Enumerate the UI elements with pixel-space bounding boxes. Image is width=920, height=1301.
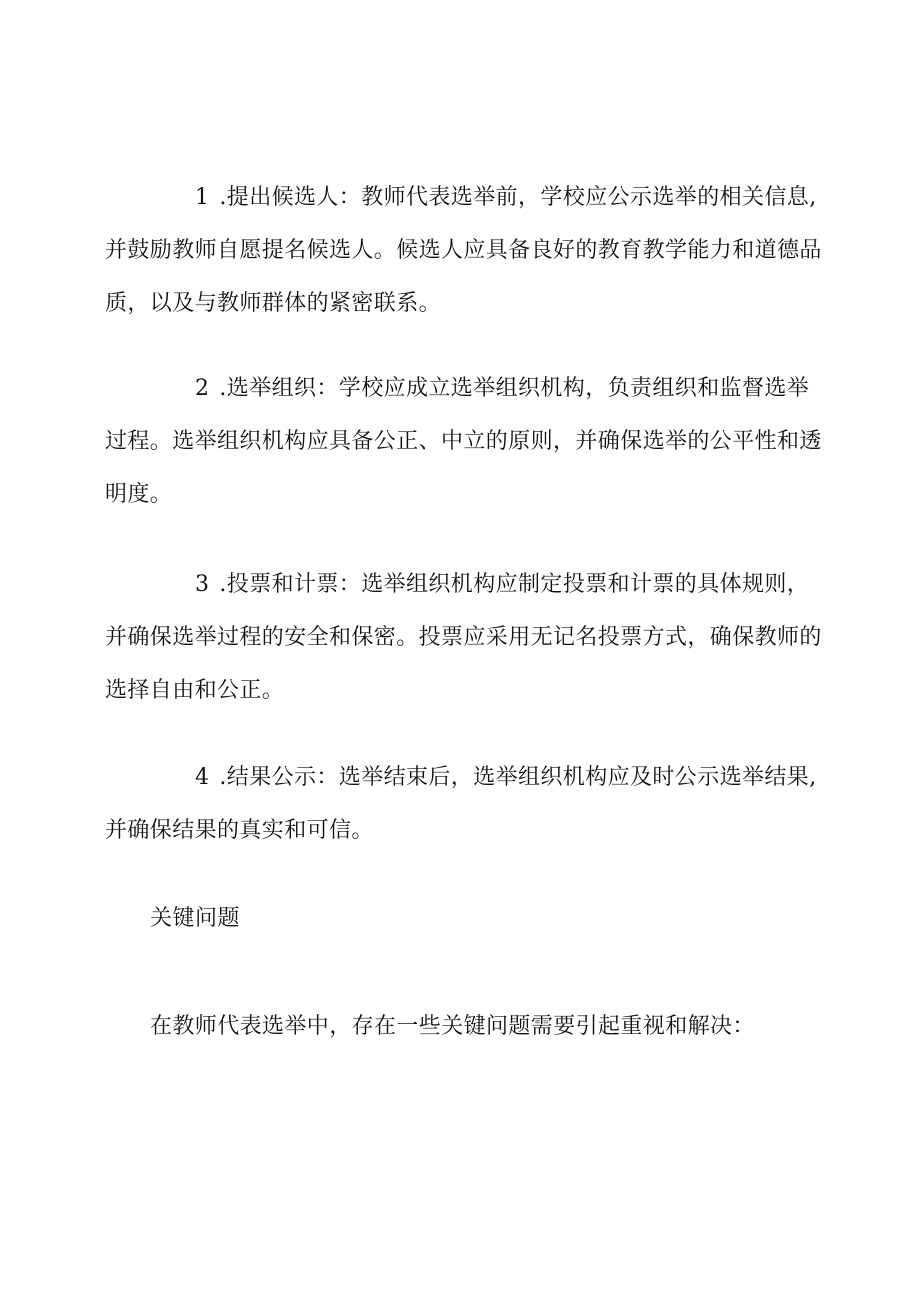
section-heading: 关键问题: [150, 906, 241, 931]
paragraph-number: 4: [195, 765, 210, 790]
paragraph-text: .选举组织：学校应成立选举组织机构，负责组织和监督选举过程。选举组织机构应具备公正、中立的原则，并确保选举的公平性和透明度。: [105, 376, 822, 507]
paragraph-text: .结果公示：选举结束后，选举组织机构应及时公示选举结果,并确保结果的真实和可信。: [105, 765, 817, 843]
numbered-paragraph-2: [105, 362, 825, 521]
paragraph-number: 3: [195, 572, 210, 597]
paragraph-number: 2: [195, 376, 210, 401]
paragraph-text: .投票和计票：选举组织机构应制定投票和计票的具体规则，并确保选举过程的安全和保密。投票应采用无记名投票方式，确保教师的选择自由和公正。: [105, 572, 822, 703]
numbered-paragraph-1: [105, 171, 825, 330]
paragraph-text: .提出候选人：教师代表选举前，学校应公示选举的相关信息,并鼓励教师自愿提名候选人。候选人应具备良好的教育教学能力和道德品质，以及与教师群体的紧密联系。: [105, 185, 822, 316]
paragraph-number: 1: [195, 185, 210, 210]
numbered-paragraph-4: [105, 751, 825, 857]
intro-paragraph: 在教师代表选举中，存在一些关键问题需要引起重视和解决：: [150, 1014, 755, 1039]
numbered-paragraph-3: [105, 558, 825, 717]
